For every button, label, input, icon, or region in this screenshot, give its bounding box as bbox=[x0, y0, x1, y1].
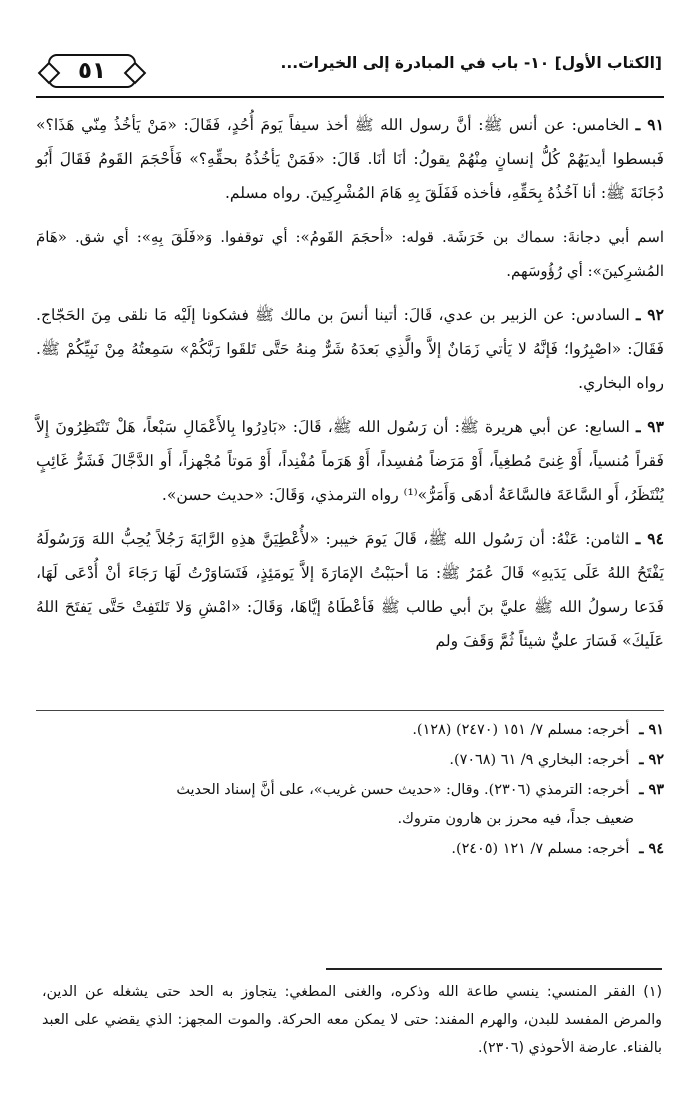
takhrij-93-continued bbox=[36, 805, 634, 834]
hadith-92 bbox=[36, 298, 664, 400]
takhrij-number: ٩١ ـ bbox=[639, 721, 664, 738]
takhrij-text: أخرجه: مسلم ٧/ ١٥١ (٢٤٧٠) (١٢٨). bbox=[412, 722, 630, 738]
main-text bbox=[36, 108, 664, 668]
takhrij-number: ٩٤ ـ bbox=[639, 840, 664, 857]
page-number-box bbox=[48, 54, 136, 88]
hadith-93 bbox=[36, 410, 664, 512]
hadith-text: الثامن: عَنْهُ: أن رَسُول الله ﷺ، قَالَ يَومَ خيبر: «لأُعْطِيَنَّ هذِهِ الرَّايَةَ رَجُلاً يُحِبُّ اللهَ وَرَسُولَهُ يَفْتَحُ اللهُ عَلَى يَدَيهِ» قَالَ عُمَرُ ﷺ: مَا أحبَبْتُ الإمَارَةَ إلاَّ يَومَئِذٍ، فَتَسَاوَرْتُ لَهَا رَجَاءَ أنْ أُدْعَى لَهَا، فَدَعا رسولُ الله ﷺ عليَّ بنَ أبي طالب ﷺ فَأعْطَاهُ إيَّاهَا، وَقَالَ: «امْشِ وَلا تَلتَفِتْ حَتَّى يَفتَحَ اللهُ عَلَيكَ» فَسَارَ عليٌّ شيئاً ثُمَّ وَقَفَ ولم bbox=[36, 530, 664, 650]
page-header bbox=[36, 46, 664, 98]
page-number: ٥١ bbox=[77, 58, 107, 84]
takhrij-notes bbox=[36, 710, 664, 864]
hadith-91-explanation bbox=[36, 220, 664, 288]
hadith-text: السابع: عن أبي هريرة ﷺ: أن رَسُول الله ﷺ، قَالَ: «بَادِرُوا بِالأَعْمَالِ سَبْعاً، هَلْ تَنْتَظِرُونَ إِلاَّ فَقراً مُنسياً، أَوْ غِنىً مُطغِياً، أَوْ مَرَضاً مُفسِداً، أَوْ هَرَماً مُفْنِداً، أَوْ مَوتاً مُجْهزاً، أَو الدَّجَّالَ فَشَرُّ غَائِبٍ يُنْتَظَرُ، أَو السَّاعَةَ فالسَّاعَةُ أدهَى وَأَمَرُّ»⁽¹⁾ رواه الترمذي، وَقَالَ: «حديث حسن». bbox=[36, 418, 664, 504]
takhrij-94 bbox=[36, 834, 664, 864]
hadith-number: ٩٤ ـ bbox=[635, 529, 665, 548]
running-title: [الكتاب الأول] ١٠- باب في المبادرة إلى الخيرات... bbox=[280, 54, 662, 72]
hadith-text: الخامس: عن أنس ﷺ: أنَّ رسول الله ﷺ أخذ سيفاً يَومَ أُحُدٍ، فَقَالَ: «مَنْ يَأخُذُ مِنّي هَذَا؟» فَبسطوا أيديَهُمْ كُلُّ إنسانٍ مِنْهُمْ يقولُ: أنَا أنَا. قَالَ: «فَمَنْ يَأخُذُهُ بحقِّهِ؟» فَأَحْجَمَ القَومُ فَقَالَ أَبُو دُجَانَةَ ﷺ: أنا آخُذُهُ بِحَقِّهِ، فأخذه فَفَلَقَ بِهِ هَامَ المُشْرِكِينَ. رواه مسلم. bbox=[36, 116, 664, 202]
footnote-text: (١) الفقر المنسي: ينسي طاعة الله وذكره، والغنى المطغي: يتجاوز به الحد حتى يشغله عن الدين، والمرض المفسد للبدن، والهرم المفند: حتى لا يمكن معه الحركة. والموت المجهز: الذي يقضي على العبد بالفناء. عارضة الأحوذي (٢٣٠٦). bbox=[42, 984, 662, 1056]
takhrij-text: أخرجه: الترمذي (٢٣٠٦). وقال: «حديث حسن غريب»، على أنَّ إسناد الحديث bbox=[176, 782, 630, 798]
header-rule bbox=[36, 96, 664, 98]
takhrij-92 bbox=[36, 745, 664, 775]
takhrij-text: أخرجه: البخاري ٩/ ٦١ (٧٠٦٨). bbox=[449, 752, 630, 768]
takhrij-91 bbox=[36, 715, 664, 745]
explanation-text: اسم أبي دجانةَ: سماك بن خَرَشَة. قوله: «أحجَمَ القَومُ»: أي توقفوا. وَ«فَلَقَ بِهِ»: أي شق. «هَامَ المُشرِكينَ»: أي رُؤُوسَهم. bbox=[36, 228, 664, 280]
footnote-separator bbox=[326, 968, 662, 970]
hadith-text: السادس: عن الزبير بن عدي، قَالَ: أتينا أنسَ بن مالك ﷺ فشكونا إلَيْه مَا نلقى مِنَ الحَجّاج. فَقَالَ: «اصْبِرُوا؛ فَإنَّهُ لا يَأتي زَمَانٌ إلاَّ والَّذِي بَعدَهُ شَرٌّ مِنهُ حَتَّى تَلقَوا رَبَّكُمْ» سَمِعتُهُ مِنْ نَبِيِّكُمْ ﷺ. رواه البخاري. bbox=[36, 306, 664, 392]
hadith-94 bbox=[36, 522, 664, 658]
takhrij-text: ضعيف جداً، فيه محرز بن هارون متروك. bbox=[397, 811, 634, 827]
takhrij-number: ٩٢ ـ bbox=[639, 751, 664, 768]
takhrij-93 bbox=[36, 775, 664, 805]
hadith-number: ٩١ ـ bbox=[635, 115, 664, 134]
hadith-number: ٩٣ ـ bbox=[636, 417, 664, 436]
takhrij-number: ٩٣ ـ bbox=[639, 781, 664, 798]
takhrij-text: أخرجه: مسلم ٧/ ١٢١ (٢٤٠٥). bbox=[451, 841, 630, 857]
hadith-91 bbox=[36, 108, 664, 210]
hadith-number: ٩٢ ـ bbox=[635, 305, 664, 324]
